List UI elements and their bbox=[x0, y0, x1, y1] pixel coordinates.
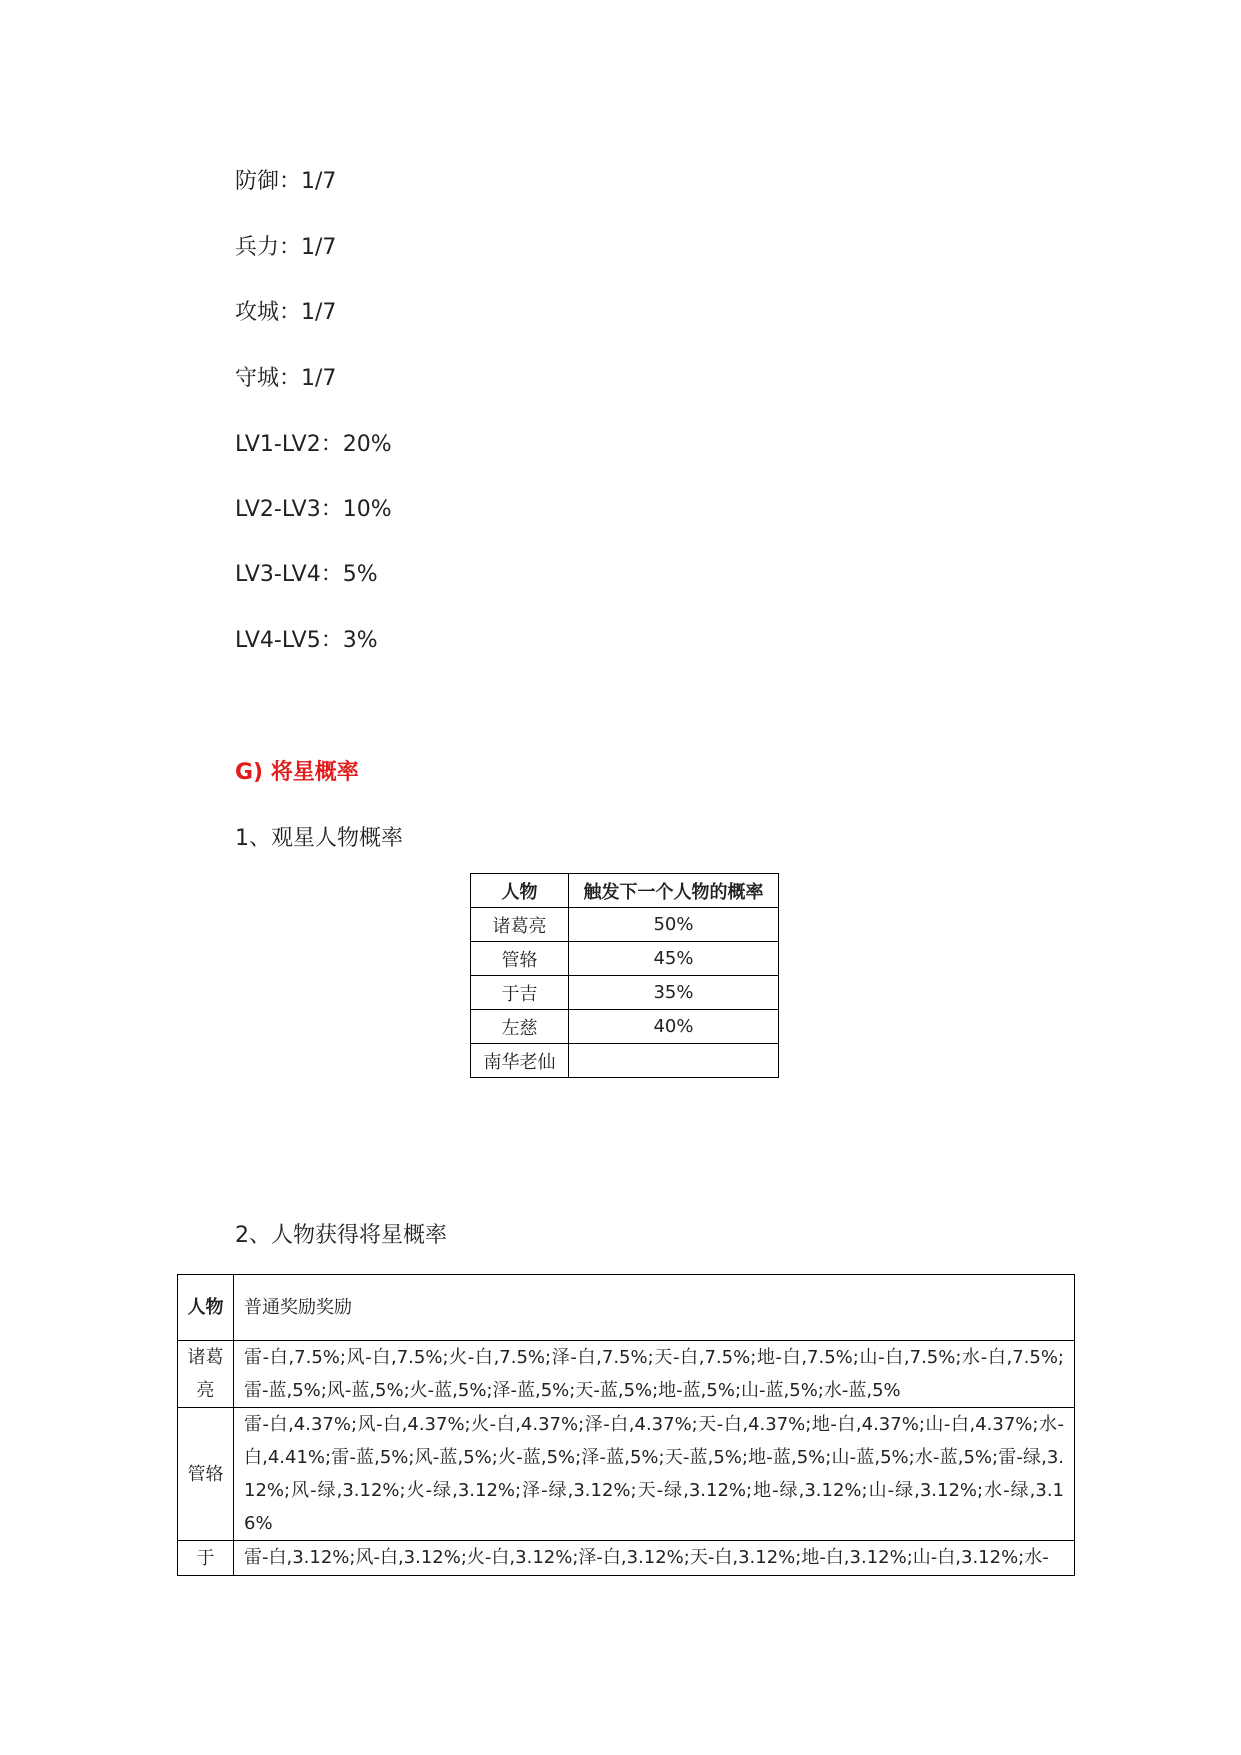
stat-line-defense: 防御：1/7 bbox=[235, 169, 337, 194]
table-header-row bbox=[178, 1275, 1075, 1341]
header-normal-reward: 普通奖励奖励 bbox=[234, 1275, 1075, 1341]
trigger-probability: 40% bbox=[569, 1010, 779, 1044]
subsection-title-2: 2、人物获得将星概率 bbox=[235, 1223, 447, 1248]
character-name: 于 bbox=[178, 1541, 234, 1576]
table-row bbox=[471, 976, 779, 1010]
stat-line-lv2-lv3: LV2-LV3：10% bbox=[235, 497, 392, 522]
observation-probability-table bbox=[470, 873, 779, 1078]
reward-probability-text: 雷-白,7.5%;风-白,7.5%;火-白,7.5%;泽-白,7.5%;天-白,7.5%;地-白,7.5%;山-白,7.5%;水-白,7.5%;雷-蓝,5%;风-蓝,5%;火-蓝,5%;泽-蓝,5%;天-蓝,5%;地-蓝,5%;山-蓝,5%;水-蓝,5% bbox=[234, 1341, 1075, 1408]
trigger-probability: 45% bbox=[569, 942, 779, 976]
stat-line-lv3-lv4: LV3-LV4：5% bbox=[235, 562, 378, 587]
stat-line-city-defense: 守城：1/7 bbox=[235, 366, 337, 391]
header-character: 人物 bbox=[178, 1275, 234, 1341]
subsection-title-1: 1、观星人物概率 bbox=[235, 826, 403, 851]
table-header-row bbox=[471, 874, 779, 908]
reward-probability-text: 雷-白,3.12%;风-白,3.12%;火-白,3.12%;泽-白,3.12%;天-白,3.12%;地-白,3.12%;山-白,3.12%;水- bbox=[244, 1547, 1049, 1568]
table-row bbox=[471, 1010, 779, 1044]
reward-probability-cell bbox=[234, 1541, 1075, 1576]
section-heading: G) 将星概率 bbox=[235, 760, 359, 785]
table-row bbox=[178, 1408, 1075, 1541]
character-name: 诸葛亮 bbox=[471, 908, 569, 942]
trigger-probability: 35% bbox=[569, 976, 779, 1010]
stat-line-troops: 兵力：1/7 bbox=[235, 235, 337, 260]
table-row bbox=[471, 1044, 779, 1078]
stat-line-siege: 攻城：1/7 bbox=[235, 300, 337, 325]
trigger-probability bbox=[569, 1044, 779, 1078]
trigger-probability: 50% bbox=[569, 908, 779, 942]
header-trigger-probability: 触发下一个人物的概率 bbox=[569, 874, 779, 908]
stat-line-lv4-lv5: LV4-LV5：3% bbox=[235, 628, 378, 653]
character-name: 诸葛亮 bbox=[178, 1341, 234, 1408]
reward-probability-text: 雷-白,4.37%;风-白,4.37%;火-白,4.37%;泽-白,4.37%;天-白,4.37%;地-白,4.37%;山-白,4.37%;水-白,4.41%;雷-蓝,5%;风-蓝,5%;火-蓝,5%;泽-蓝,5%;天-蓝,5%;地-蓝,5%;山-蓝,5%;水-蓝,5%;雷-绿,3.12%;风-绿,3.12%;火-绿,3.12%;泽-绿,3.12%;天-绿,3.12%;地-绿,3.12%;山-绿,3.12%;水-绿,3.16% bbox=[234, 1408, 1075, 1541]
character-name: 管辂 bbox=[471, 942, 569, 976]
character-name: 南华老仙 bbox=[471, 1044, 569, 1078]
table-row bbox=[471, 908, 779, 942]
header-character: 人物 bbox=[471, 874, 569, 908]
stat-line-lv1-lv2: LV1-LV2：20% bbox=[235, 432, 392, 457]
table-row bbox=[471, 942, 779, 976]
character-name: 于吉 bbox=[471, 976, 569, 1010]
table-row bbox=[178, 1541, 1075, 1576]
character-name: 左慈 bbox=[471, 1010, 569, 1044]
general-star-probability-table bbox=[177, 1274, 1075, 1576]
character-name: 管辂 bbox=[178, 1408, 234, 1541]
table-row bbox=[178, 1341, 1075, 1408]
